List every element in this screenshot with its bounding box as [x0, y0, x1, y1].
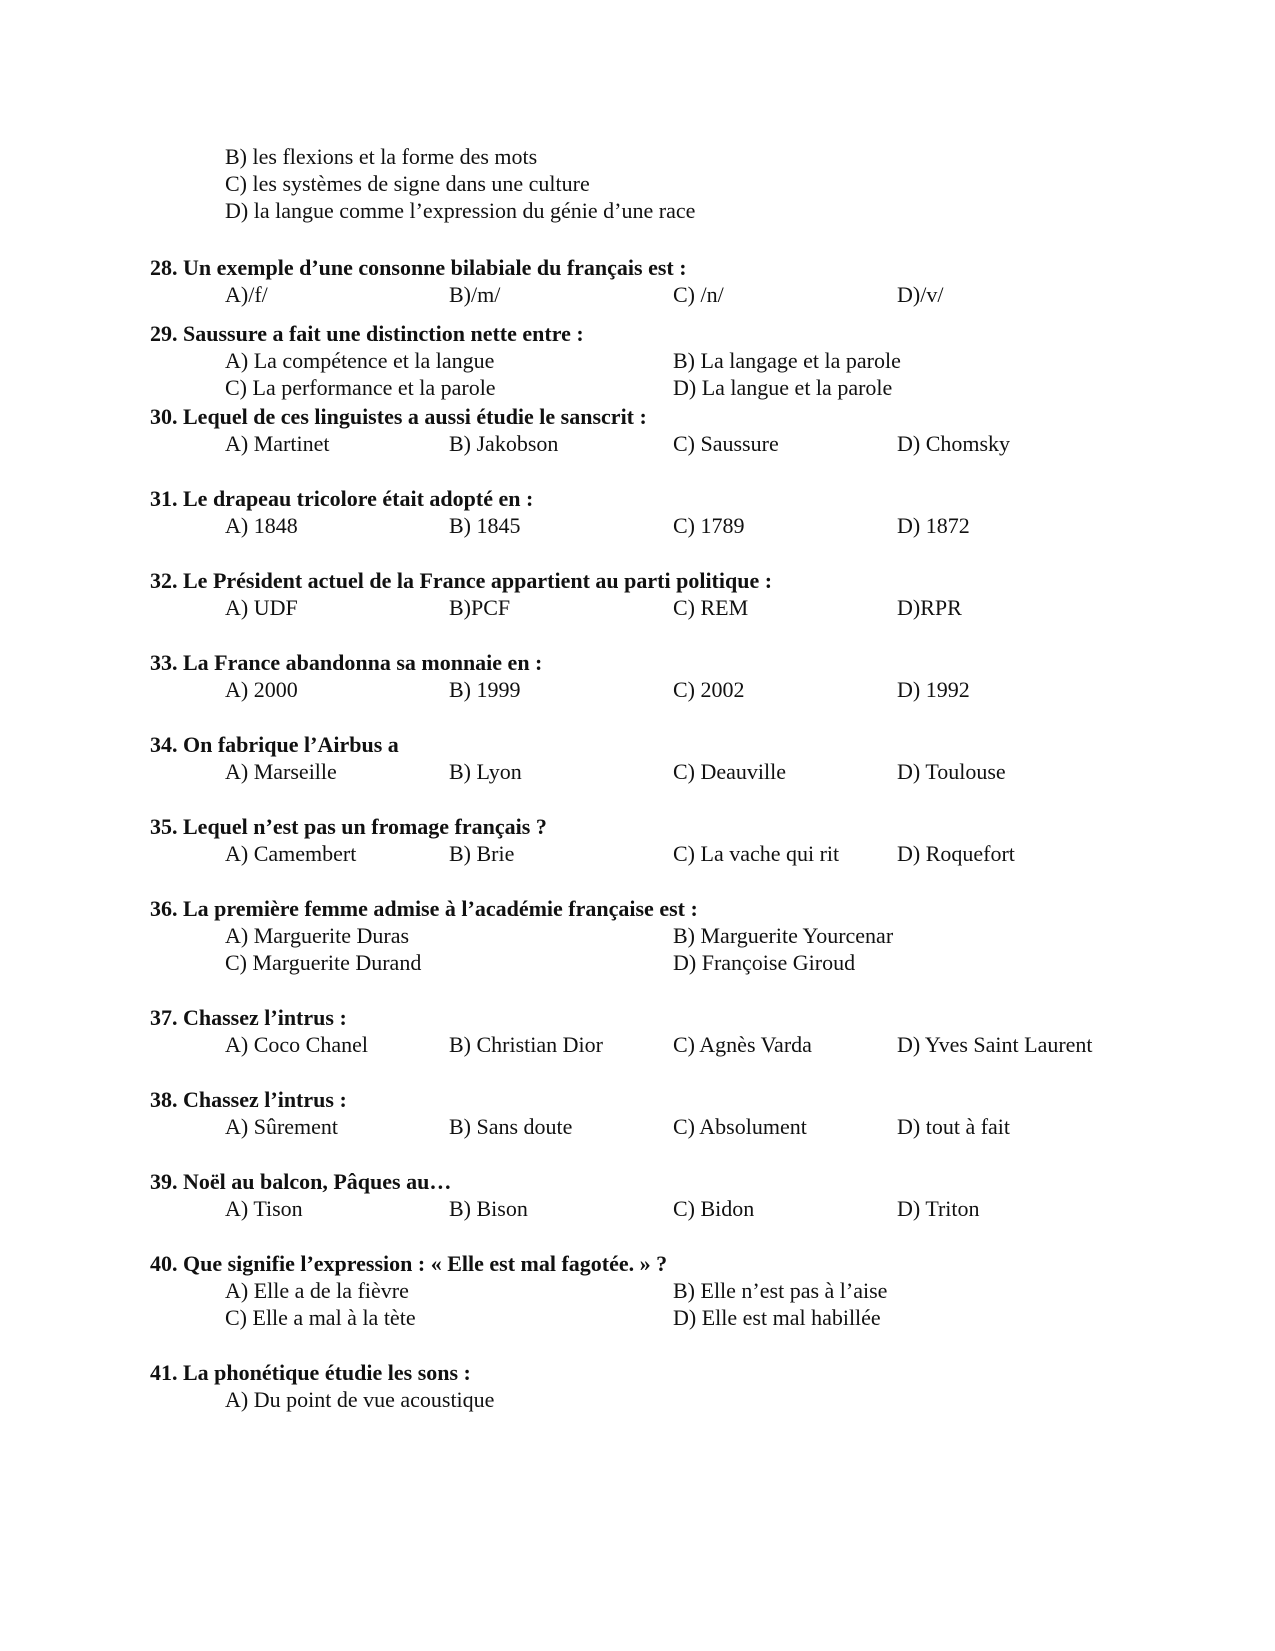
option-33-a: A) 2000	[225, 677, 298, 702]
question-30	[150, 403, 1230, 457]
question-34	[150, 731, 1230, 785]
option-36-b: B) Marguerite Yourcenar	[673, 923, 894, 948]
option-30-d: D) Chomsky	[897, 431, 1011, 456]
question-34-title: 34. On fabrique l’Airbus a	[150, 732, 399, 757]
question-32-title: 32. Le Président actuel de la France appartient au parti politique :	[150, 568, 773, 593]
option-40-b: B) Elle n’est pas à l’aise	[673, 1278, 888, 1303]
question-40	[150, 1250, 1230, 1331]
option-34-a: A) Marseille	[225, 759, 337, 784]
question-35	[150, 813, 1230, 867]
option-29-d: D) La langue et la parole	[673, 375, 893, 400]
question-29-title: 29. Saussure a fait une distinction nette entre :	[150, 321, 584, 346]
option-37-a: A) Coco Chanel	[225, 1032, 368, 1057]
option-31-d: D) 1872	[897, 513, 970, 538]
question-33	[150, 649, 1230, 703]
option-28-d: D)/v/	[897, 282, 944, 307]
question-33-title: 33. La France abandonna sa monnaie en :	[150, 650, 543, 675]
question-30-title: 30. Lequel de ces linguistes a aussi étudie le sanscrit :	[150, 404, 647, 429]
question-31	[150, 485, 1230, 539]
option-32-b: B)PCF	[449, 595, 511, 620]
option-35-b: B) Brie	[449, 841, 515, 866]
question-31-title: 31. Le drapeau tricolore était adopté en :	[150, 486, 534, 511]
option-35-c: C) La vache qui rit	[673, 841, 840, 866]
question-28-title: 28. Un exemple d’une consonne bilabiale du français est :	[150, 255, 687, 280]
option-27-c: C) les systèmes de signe dans une culture	[225, 171, 590, 196]
option-27-b: B) les flexions et la forme des mots	[225, 144, 538, 169]
question-40-title: 40. Que signifie l’expression : « Elle est mal fagotée. » ?	[150, 1251, 668, 1276]
option-37-d: D) Yves Saint Laurent	[897, 1032, 1093, 1057]
option-37-b: B) Christian Dior	[449, 1032, 603, 1057]
option-38-c: C) Absolument	[673, 1114, 807, 1139]
option-35-a: A) Camembert	[225, 841, 357, 866]
option-41-a: A) Du point de vue acoustique	[225, 1387, 495, 1412]
option-33-d: D) 1992	[897, 677, 970, 702]
option-29-a: A) La compétence et la langue	[225, 348, 495, 373]
option-39-c: C) Bidon	[673, 1196, 755, 1221]
option-31-a: A) 1848	[225, 513, 298, 538]
option-31-b: B) 1845	[449, 513, 521, 538]
option-40-a: A) Elle a de la fièvre	[225, 1278, 409, 1303]
option-39-b: B) Bison	[449, 1196, 528, 1221]
question-38-title: 38. Chassez l’intrus :	[150, 1087, 347, 1112]
question-35-title: 35. Lequel n’est pas un fromage français ?	[150, 814, 547, 839]
question-36	[150, 895, 1230, 976]
option-29-b: B) La langage et la parole	[673, 348, 901, 373]
option-33-b: B) 1999	[449, 677, 521, 702]
option-30-b: B) Jakobson	[449, 431, 559, 456]
question-36-title: 36. La première femme admise à l’académie française est :	[150, 896, 698, 921]
option-28-c: C) /n/	[673, 282, 724, 307]
option-34-d: D) Toulouse	[897, 759, 1006, 784]
option-40-c: C) Elle a mal à la tète	[225, 1305, 416, 1330]
option-30-a: A) Martinet	[225, 431, 330, 456]
question-41	[150, 1359, 1230, 1413]
question-27-options	[150, 143, 1230, 224]
option-38-a: A) Sûrement	[225, 1114, 339, 1139]
option-39-a: A) Tison	[225, 1196, 303, 1221]
question-32	[150, 567, 1230, 621]
option-31-c: C) 1789	[673, 513, 745, 538]
option-30-c: C) Saussure	[673, 431, 779, 456]
option-36-d: D) Françoise Giroud	[673, 950, 856, 975]
question-29	[150, 320, 1230, 401]
option-34-b: B) Lyon	[449, 759, 522, 784]
question-37	[150, 1004, 1230, 1058]
option-36-a: A) Marguerite Duras	[225, 923, 410, 948]
option-35-d: D) Roquefort	[897, 841, 1015, 866]
option-34-c: C) Deauville	[673, 759, 787, 784]
question-39	[150, 1168, 1230, 1222]
option-28-b: B)/m/	[449, 282, 501, 307]
question-41-title: 41. La phonétique étudie les sons :	[150, 1360, 471, 1385]
option-33-c: C) 2002	[673, 677, 745, 702]
option-38-b: B) Sans doute	[449, 1114, 573, 1139]
option-27-d: D) la langue comme l’expression du génie d’une race	[225, 198, 696, 223]
question-39-title: 39. Noël au balcon, Pâques au…	[150, 1169, 452, 1194]
option-40-d: D) Elle est mal habillée	[673, 1305, 881, 1330]
option-32-a: A) UDF	[225, 595, 298, 620]
option-38-d: D) tout à fait	[897, 1114, 1011, 1139]
option-36-c: C) Marguerite Durand	[225, 950, 422, 975]
option-37-c: C) Agnès Varda	[673, 1032, 812, 1057]
question-38	[150, 1086, 1230, 1140]
option-39-d: D) Triton	[897, 1196, 980, 1221]
question-37-title: 37. Chassez l’intrus :	[150, 1005, 347, 1030]
question-28	[150, 254, 1230, 308]
option-29-c: C) La performance et la parole	[225, 375, 496, 400]
option-28-a: A)/f/	[225, 282, 268, 307]
option-32-c: C) REM	[673, 595, 749, 620]
option-32-d: D)RPR	[897, 595, 962, 620]
